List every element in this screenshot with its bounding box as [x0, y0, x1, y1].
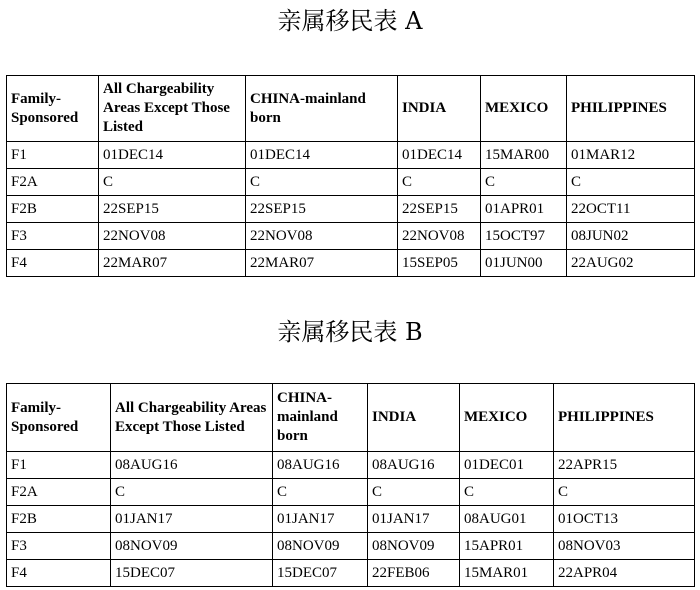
header-family-sponsored: Family-Sponsored [7, 384, 111, 452]
header-mexico: MEXICO [481, 76, 567, 142]
table-cell: 15OCT97 [481, 223, 567, 250]
table-row [7, 533, 695, 560]
table-cell: 01JAN17 [368, 506, 460, 533]
table-row [7, 452, 695, 479]
row-label: F3 [7, 223, 99, 250]
table-cell: 01OCT13 [554, 506, 695, 533]
header-philippines: PHILIPPINES [567, 76, 695, 142]
table-row [7, 506, 695, 533]
table-cell: C [460, 479, 554, 506]
header-family-sponsored: Family-Sponsored [7, 76, 99, 142]
table-cell: C [273, 479, 368, 506]
table-cell: C [368, 479, 460, 506]
table-row [7, 250, 695, 277]
header-philippines: PHILIPPINES [554, 384, 695, 452]
header-all-chargeability: All Chargeability Areas Except Those Listed [99, 76, 246, 142]
table-cell: 22MAR07 [246, 250, 398, 277]
table-cell: 15MAR00 [481, 142, 567, 169]
table-cell: 01JAN17 [273, 506, 368, 533]
row-label: F4 [7, 250, 99, 277]
table-cell: 01DEC01 [460, 452, 554, 479]
table-cell: 08AUG16 [111, 452, 273, 479]
table-cell: 22OCT11 [567, 196, 695, 223]
header-all-chargeability: All Chargeability Areas Except Those Listed [111, 384, 273, 452]
row-label: F2A [7, 169, 99, 196]
row-label: F1 [7, 452, 111, 479]
table-cell: 22AUG02 [567, 250, 695, 277]
table-cell: C [481, 169, 567, 196]
table-cell: 08JUN02 [567, 223, 695, 250]
visa-bulletin-table-b [6, 383, 695, 587]
table-cell: 01DEC14 [99, 142, 246, 169]
table-cell: 22APR04 [554, 560, 695, 587]
table-cell: C [567, 169, 695, 196]
visa-bulletin-table-a [6, 75, 695, 277]
table-cell: C [554, 479, 695, 506]
header-china: CHINA-mainland born [273, 384, 368, 452]
table-row [7, 169, 695, 196]
row-label: F3 [7, 533, 111, 560]
table-cell: 08NOV09 [368, 533, 460, 560]
table-cell: C [398, 169, 481, 196]
table-cell: 01DEC14 [398, 142, 481, 169]
row-label: F2B [7, 506, 111, 533]
table-row [7, 142, 695, 169]
row-label: F1 [7, 142, 99, 169]
table-cell: 22NOV08 [246, 223, 398, 250]
table-cell: 15SEP05 [398, 250, 481, 277]
table-cell: 08AUG16 [273, 452, 368, 479]
table-cell: C [111, 479, 273, 506]
table-cell: 22MAR07 [99, 250, 246, 277]
table-row [7, 479, 695, 506]
table-a-title: 亲属移民表 A [277, 7, 423, 35]
table-cell: 08AUG16 [368, 452, 460, 479]
table-cell: C [99, 169, 246, 196]
table-cell: C [246, 169, 398, 196]
header-india: INDIA [368, 384, 460, 452]
table-cell: 08NOV09 [273, 533, 368, 560]
table-cell: 01MAR12 [567, 142, 695, 169]
table-row [7, 223, 695, 250]
table-cell: 01DEC14 [246, 142, 398, 169]
table-cell: 22FEB06 [368, 560, 460, 587]
table-cell: 01JAN17 [111, 506, 273, 533]
table-cell: 22SEP15 [99, 196, 246, 223]
table-cell: 08NOV09 [111, 533, 273, 560]
header-india: INDIA [398, 76, 481, 142]
table-cell: 15APR01 [460, 533, 554, 560]
table-cell: 01APR01 [481, 196, 567, 223]
table-cell: 22NOV08 [398, 223, 481, 250]
table-cell: 22NOV08 [99, 223, 246, 250]
row-label: F2B [7, 196, 99, 223]
row-label: F4 [7, 560, 111, 587]
table-cell: 22APR15 [554, 452, 695, 479]
table-cell: 15MAR01 [460, 560, 554, 587]
table-cell: 15DEC07 [111, 560, 273, 587]
table-cell: 08AUG01 [460, 506, 554, 533]
table-cell: 01JUN00 [481, 250, 567, 277]
table-b-title: 亲属移民表 B [277, 318, 423, 346]
header-row [7, 384, 695, 452]
header-row [7, 76, 695, 142]
header-china: CHINA-mainland born [246, 76, 398, 142]
row-label: F2A [7, 479, 111, 506]
table-cell: 15DEC07 [273, 560, 368, 587]
table-row [7, 560, 695, 587]
header-mexico: MEXICO [460, 384, 554, 452]
table-row [7, 196, 695, 223]
table-cell: 22SEP15 [246, 196, 398, 223]
table-cell: 08NOV03 [554, 533, 695, 560]
table-cell: 22SEP15 [398, 196, 481, 223]
